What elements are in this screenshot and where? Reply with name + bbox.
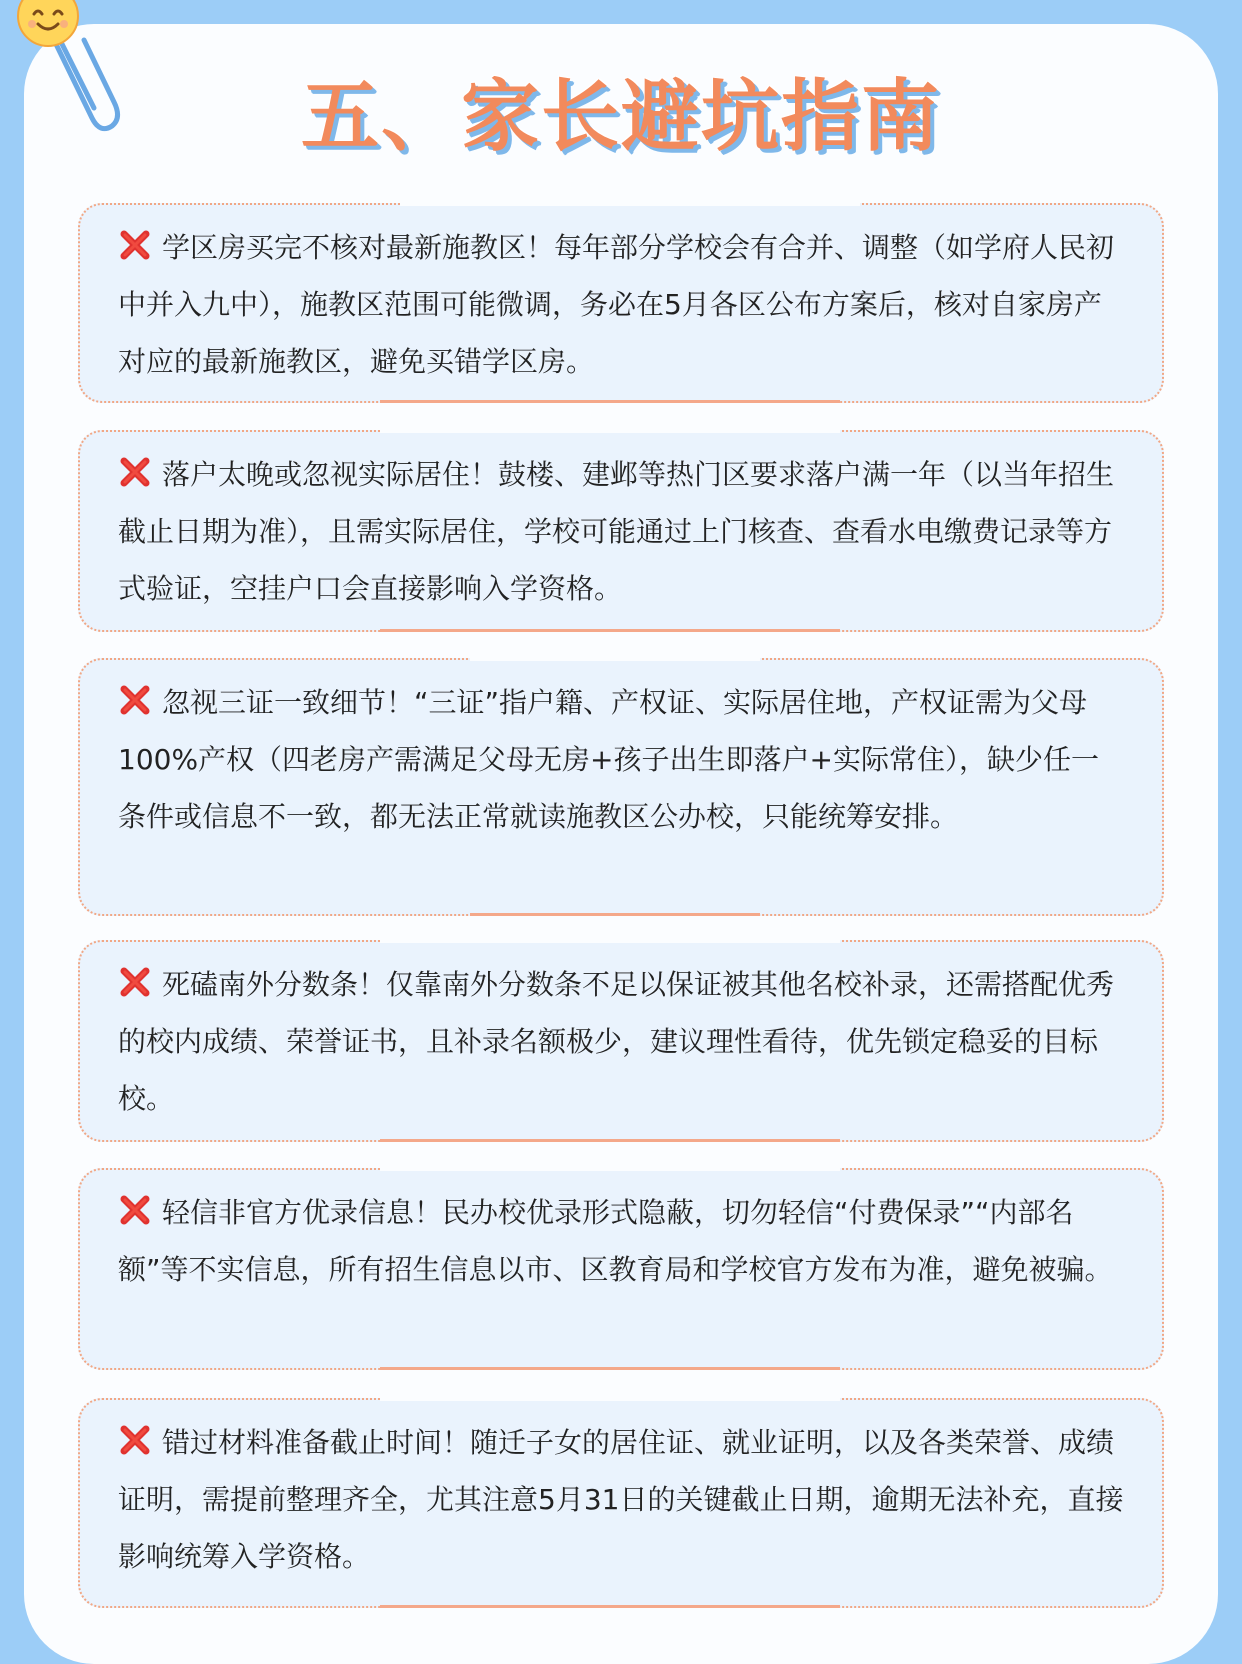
tip-text-content: 落户太晚或忽视实际居住！鼓楼、建邺等热门区要求落户满一年（以当年招生截止日期为准），且需实际居住，学校可能通过上门核查、查看水电缴费记录等方式验证，空挂户口会直接影响入学资格。 <box>118 458 1115 605</box>
tip-text <box>118 956 1124 1127</box>
card-top-gap <box>380 1167 840 1171</box>
tip-text <box>118 1184 1124 1298</box>
red-x-mark-icon <box>118 455 152 489</box>
red-x-mark-icon <box>118 1423 152 1457</box>
tip-text <box>118 1414 1124 1585</box>
tip-card <box>78 940 1164 1142</box>
red-x-mark-icon <box>118 228 152 262</box>
card-bottom-accent <box>380 400 840 403</box>
tip-text-content: 学区房买完不核对最新施教区！每年部分学校会有合并、调整（如学府人民初中并入九中），施教区范围可能微调，务必在5月各区公布方案后，核对自家房产对应的最新施教区，避免买错学区房。 <box>118 231 1115 378</box>
tip-text-content: 轻信非官方优录信息！民办校优录形式隐蔽，切勿轻信“付费保录”“内部名额”等不实信息，所有招生信息以市、区教育局和学校官方发布为准，避免被骗。 <box>118 1196 1113 1286</box>
card-bottom-accent <box>470 913 760 916</box>
red-x-mark-icon <box>118 683 152 717</box>
red-x-mark-icon <box>118 1193 152 1227</box>
tip-card <box>78 658 1164 916</box>
tip-text-content: 忽视三证一致细节！“三证”指户籍、产权证、实际居住地，产权证需为父母100%产权（四老房产需满足父母无房+孩子出生即落户+实际常住），缺少任一条件或信息不一致，都无法正常就读施教区公办校，只能统筹安排。 <box>118 686 1099 833</box>
tip-card <box>78 203 1164 403</box>
card-bottom-accent <box>380 1605 840 1608</box>
page-title: 五、家长避坑指南 <box>300 72 941 162</box>
tip-text-content: 死磕南外分数条！仅靠南外分数条不足以保证被其他名校补录，还需搭配优秀的校内成绩、荣誉证书，且补录名额极少，建议理性看待，优先锁定稳妥的目标校。 <box>118 968 1115 1115</box>
tip-text <box>118 674 1124 845</box>
card-bottom-accent <box>380 1139 840 1142</box>
tip-card <box>78 1168 1164 1370</box>
tip-text <box>118 219 1124 390</box>
tip-text <box>118 446 1124 617</box>
card-top-gap <box>380 939 840 943</box>
tip-card <box>78 430 1164 632</box>
tip-text-content: 错过材料准备截止时间！随迁子女的居住证、就业证明，以及各类荣誉、成绩证明，需提前整理齐全，尤其注意5月31日的关键截止日期，逾期无法补充，直接影响统筹入学资格。 <box>118 1426 1124 1573</box>
card-top-gap <box>380 1397 840 1401</box>
card-top-gap <box>400 202 860 206</box>
card-top-gap <box>380 429 840 433</box>
card-bottom-accent <box>380 1367 840 1370</box>
card-bottom-accent <box>380 629 840 632</box>
card-top-gap <box>470 657 760 661</box>
tip-card <box>78 1398 1164 1608</box>
red-x-mark-icon <box>118 965 152 999</box>
